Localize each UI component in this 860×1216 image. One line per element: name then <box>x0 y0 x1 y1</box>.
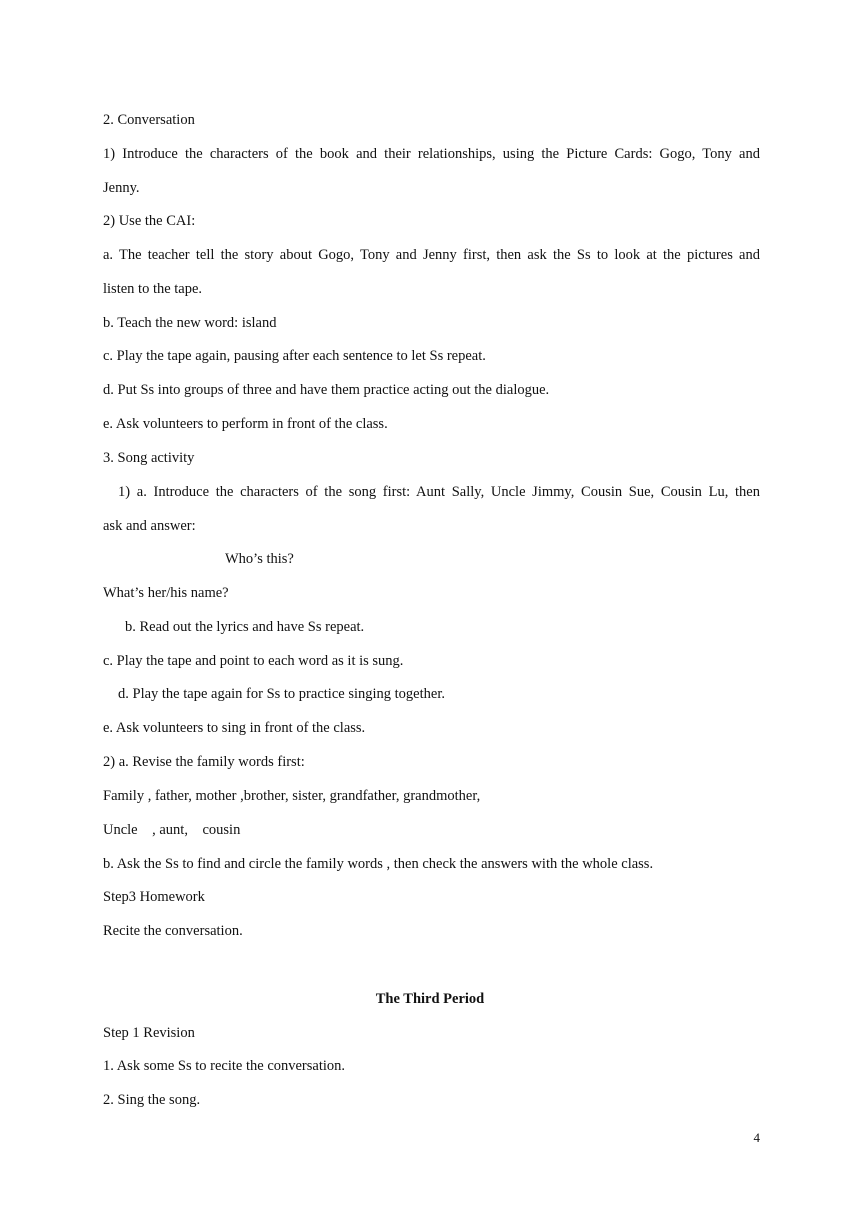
text-line: d. Play the tape again for Ss to practice singing together. <box>118 686 445 702</box>
text-line: a. The teacher tell the story about Gogo, Tony and Jenny first, then ask the Ss to look at the pictures and <box>103 247 760 263</box>
text-line: Recite the conversation. <box>103 923 243 939</box>
text-line: 2. Sing the song. <box>103 1092 201 1108</box>
text-line: Jenny. <box>103 180 140 196</box>
text-line: Uncle , aunt, cousin <box>103 822 241 838</box>
section-heading-conversation: 2. Conversation <box>103 112 195 128</box>
text-line: b. Read out the lyrics and have Ss repeat. <box>125 619 365 635</box>
text-line: c. Play the tape again, pausing after each sentence to let Ss repeat. <box>103 348 486 364</box>
section-heading-song-activity: 3. Song activity <box>103 450 195 466</box>
text-line: ask and answer: <box>103 518 196 534</box>
text-line: d. Put Ss into groups of three and have them practice acting out the dialogue. <box>103 382 550 398</box>
page-number: 4 <box>753 1130 760 1145</box>
text-line: 1) a. Introduce the characters of the song first: Aunt Sally, Uncle Jimmy, Cousin Sue, Cousin Lu, then <box>118 484 760 500</box>
period-heading: The Third Period <box>375 991 485 1007</box>
text-line: e. Ask volunteers to perform in front of the class. <box>103 416 388 432</box>
text-line: 2) Use the CAI: <box>103 213 196 229</box>
section-heading-revision: Step 1 Revision <box>103 1025 195 1041</box>
text-line: listen to the tape. <box>103 281 203 297</box>
section-heading-homework: Step3 Homework <box>103 889 205 905</box>
text-line: e. Ask volunteers to sing in front of the class. <box>103 720 366 736</box>
text-line: b. Teach the new word: island <box>103 315 277 331</box>
text-line: 1) Introduce the characters of the book and their relationships, using the Picture Cards: Gogo, Tony and <box>103 146 760 162</box>
text-line: b. Ask the Ss to find and circle the family words , then check the answers with the whole class. <box>103 856 654 872</box>
text-line: 2) a. Revise the family words first: <box>103 754 305 770</box>
text-line: Who’s this? <box>225 551 294 567</box>
text-line: Family , father, mother ,brother, sister, grandfather, grandmother, <box>103 788 481 804</box>
text-line: 1. Ask some Ss to recite the conversation. <box>103 1058 346 1074</box>
text-line: c. Play the tape and point to each word as it is sung. <box>103 653 404 669</box>
text-line: What’s her/his name? <box>103 585 229 601</box>
